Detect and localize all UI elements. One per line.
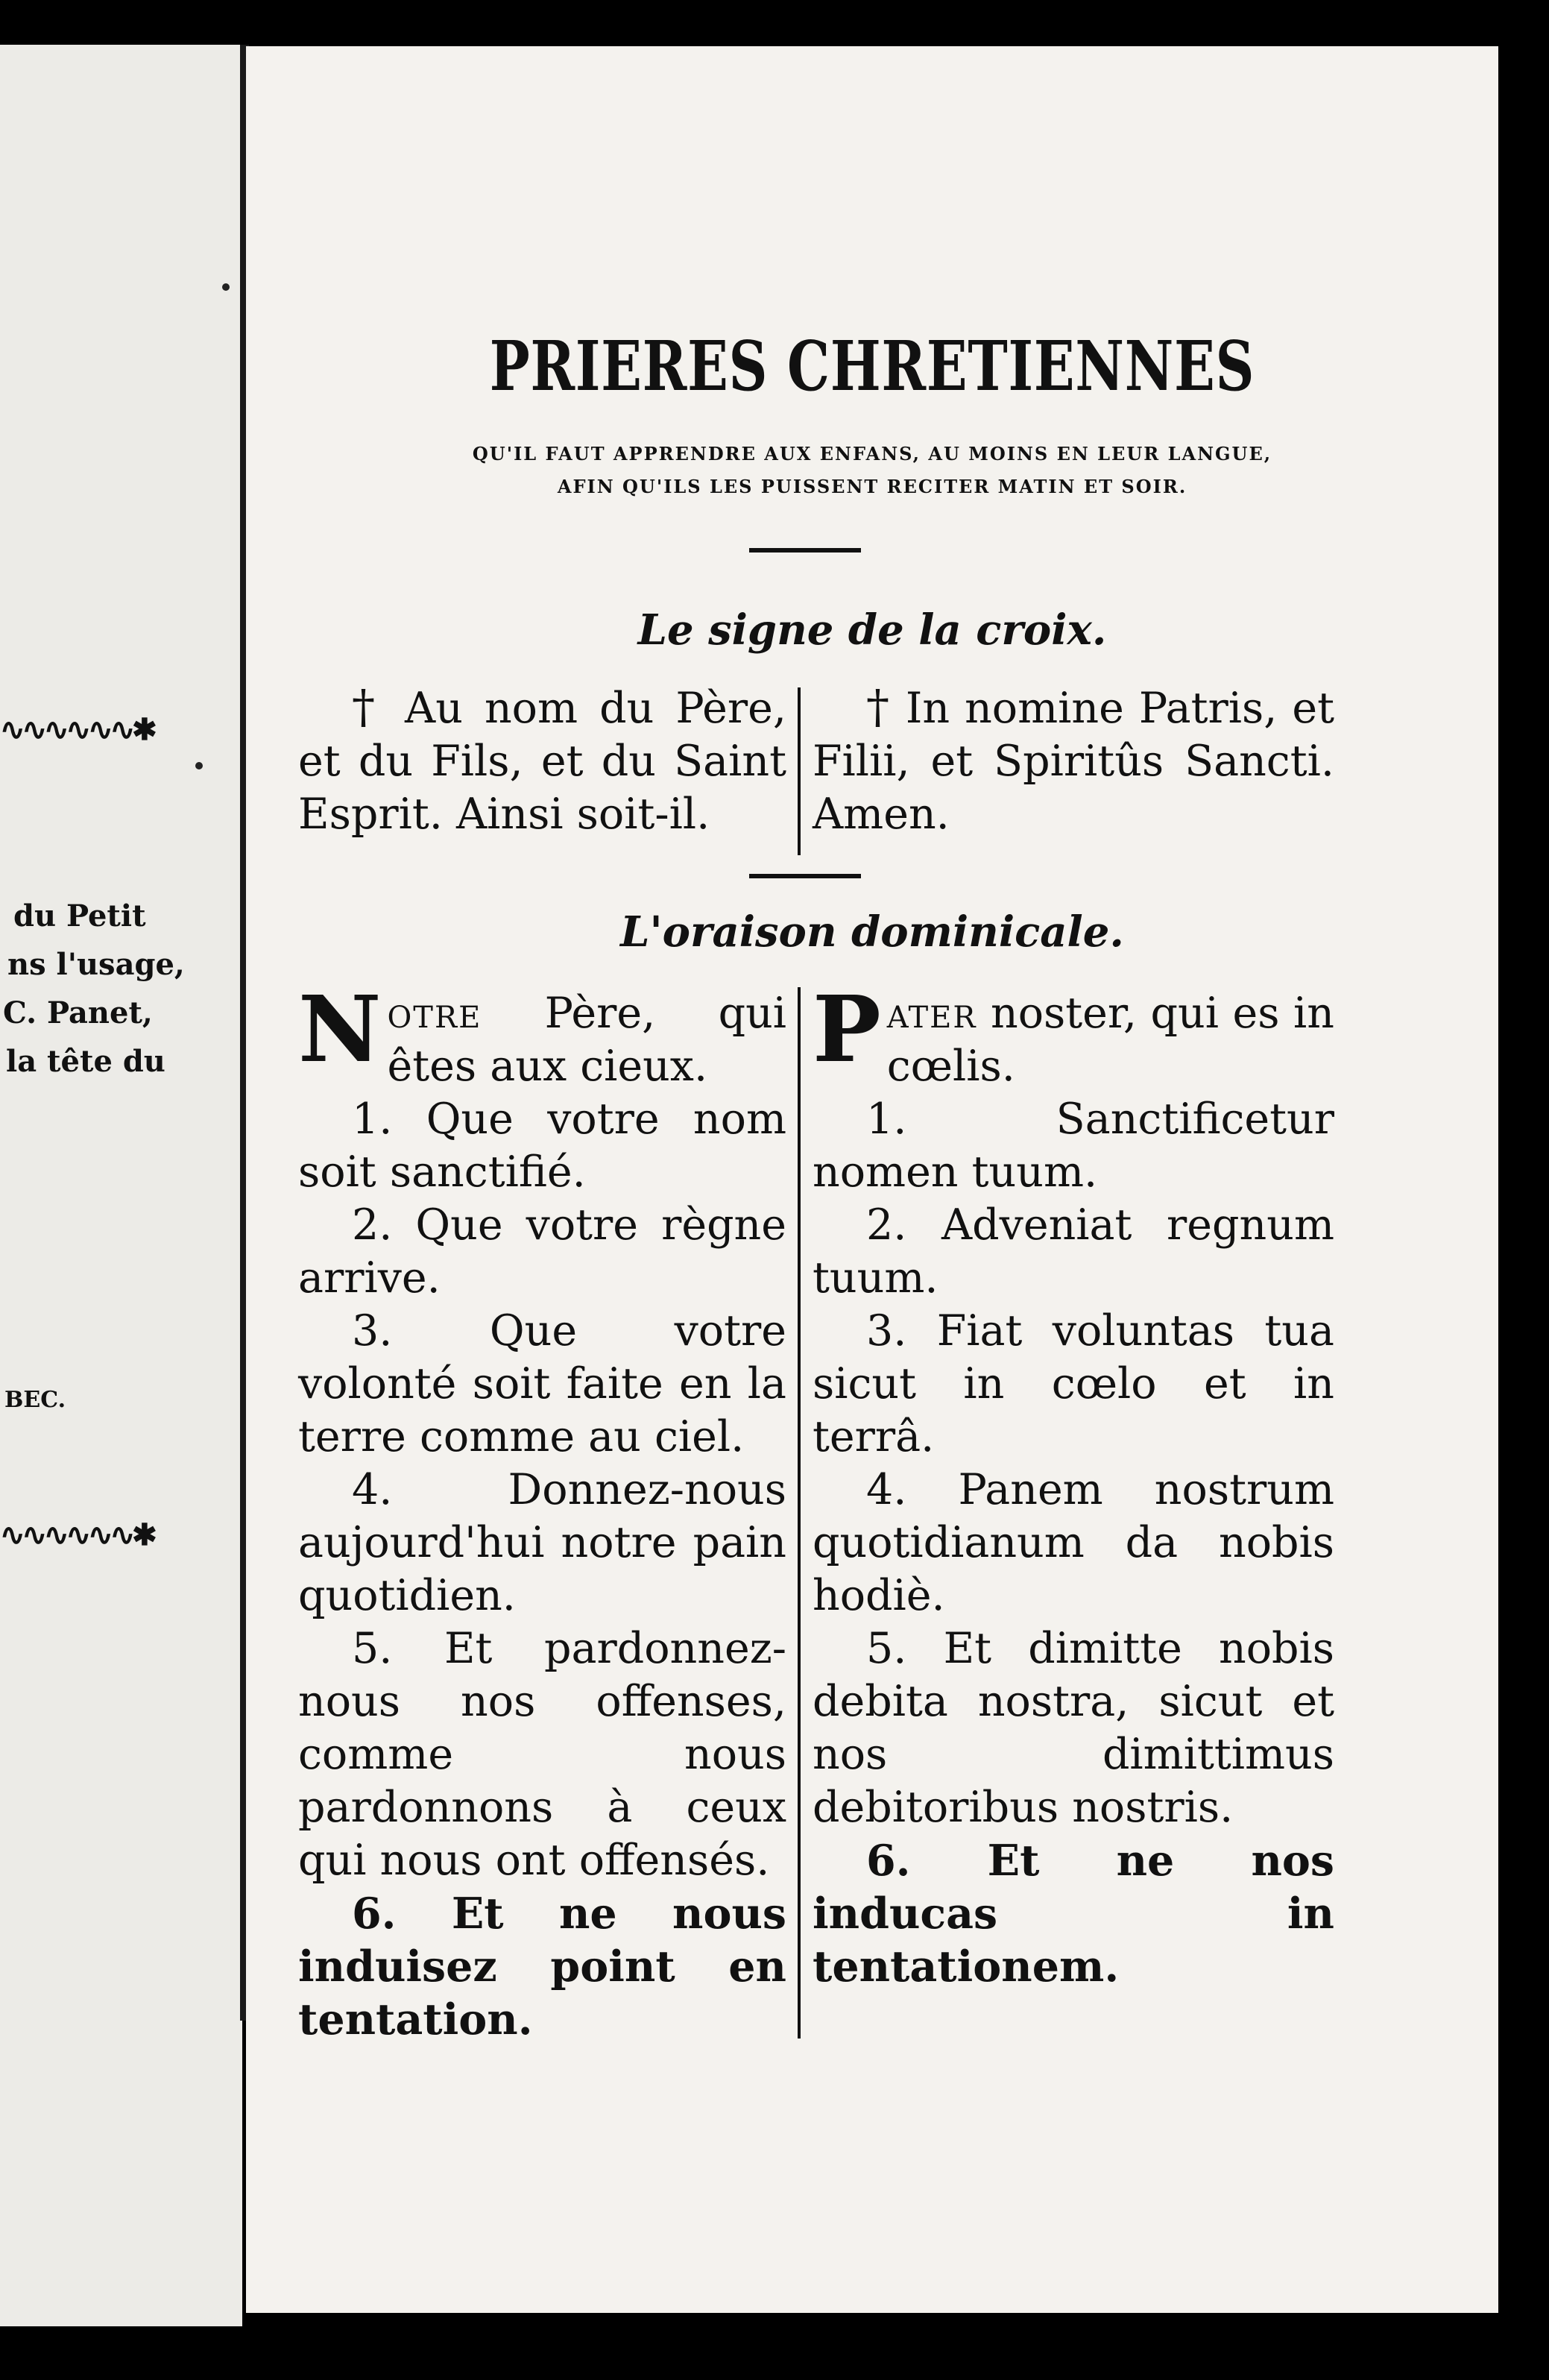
- oraison-french-column: [298, 975, 787, 2046]
- dropcap-n: N: [298, 975, 382, 1083]
- verse-6-la: 6. Et ne nos inducas in tentationem.: [813, 1836, 1334, 1992]
- section-heading-oraison: L'oraison dominicale.: [620, 907, 1124, 957]
- verse-4-fr: 4. Donnez-nous aujourd'hui notre pain quotidien.: [298, 1465, 786, 1620]
- oraison-latin-column: [813, 975, 1334, 1993]
- left-fragment-line3: C. Panet,: [3, 995, 153, 1030]
- cross-symbol: †: [866, 679, 891, 734]
- ornament-top: ∿∿∿∿∿∿✱: [0, 712, 154, 747]
- verse-6-fr: 6. Et ne nous induisez point en tentation.: [298, 1889, 786, 2044]
- column-divider-2: [798, 987, 801, 2039]
- speck: [195, 762, 203, 769]
- verse-3-fr: 3. Que votre volonté soit faite en la terre comme au ciel.: [298, 1306, 786, 1461]
- column-divider-1: [798, 687, 801, 855]
- left-fragment-line5: BEC.: [4, 1387, 66, 1413]
- verse-5-la: 5. Et dimitte nobis debita nostra, sicut et nos dimittimus debitoribus nostris.: [813, 1624, 1334, 1832]
- divider-rule-2: [749, 874, 861, 878]
- croix-latin-text: In nomine Patris, et Filii, et Spiritûs Sancti. Amen.: [813, 684, 1334, 839]
- cross-symbol: †: [352, 679, 383, 734]
- page-subtitle: [276, 438, 1468, 503]
- subtitle-line1: QU'IL FAUT APPRENDRE AUX ENFANS, AU MOINS EN LEUR LANGUE,: [472, 443, 1272, 465]
- croix-latin-column: [813, 680, 1334, 841]
- verse-4-la: 4. Panem nostrum quotidianum da nobis hodiè.: [813, 1465, 1334, 1620]
- verse-1-fr: 1. Que votre nom soit sanctifié.: [298, 1095, 786, 1197]
- section-heading-croix: Le signe de la croix.: [637, 605, 1107, 655]
- divider-rule-1: [749, 548, 861, 552]
- right-page: [246, 46, 1498, 2313]
- verse-1-la: 1. Sanctificetur nomen tuum.: [813, 1095, 1334, 1197]
- left-fragment-line4: la tête du: [6, 1044, 165, 1079]
- left-fragment-line1: du Petit: [13, 898, 146, 934]
- left-fragment-line2: ns l'usage,: [7, 947, 185, 982]
- speck: [222, 283, 230, 291]
- opening-small-caps: ater: [886, 989, 977, 1038]
- subtitle-line2: AFIN QU'ILS LES PUISSENT RECITER MATIN ET SOIR.: [557, 476, 1187, 497]
- opening-text: Père, qui êtes aux cieux.: [387, 989, 787, 1091]
- left-page-fragment: [0, 45, 242, 2326]
- opening-text: noster, qui es in cœlis.: [886, 989, 1334, 1091]
- verse-5-fr: 5. Et pardonnez-nous nos offenses, comme nous pardonnons à ceux qui nous ont offensés.: [298, 1624, 786, 1885]
- verse-2-fr: 2. Que votre règne arrive.: [298, 1200, 786, 1303]
- verse-3-la: 3. Fiat voluntas tua sicut in cœlo et in terrâ.: [813, 1306, 1334, 1461]
- opening-small-caps: otre: [387, 989, 482, 1038]
- croix-french-column: [298, 680, 786, 841]
- verse-2-la: 2. Adveniat regnum tuum.: [813, 1200, 1334, 1303]
- dropcap-p: P: [813, 975, 881, 1083]
- ornament-bottom: ∿∿∿∿∿∿✱: [0, 1517, 154, 1552]
- page-title: PRIERES CHRETIENNES: [489, 326, 1255, 406]
- croix-french-text: Au nom du Père, et du Fils, et du Saint Esprit. Ainsi soit-il.: [298, 684, 787, 839]
